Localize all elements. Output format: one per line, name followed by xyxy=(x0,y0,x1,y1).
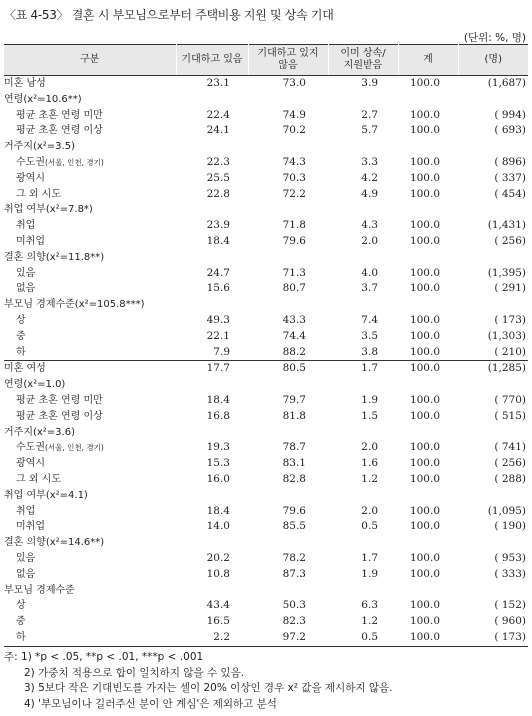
cell-v2: 71.3 xyxy=(282,266,306,279)
cell-v1: 16.8 xyxy=(206,409,230,422)
cell-v1: 17.7 xyxy=(176,361,248,377)
cell-v3: 2.0 xyxy=(361,234,378,247)
table-row xyxy=(4,76,528,92)
cell-v4: 100.0 xyxy=(409,520,440,533)
cell-v4: 100.0 xyxy=(409,441,440,454)
cell-v4: 100.0 xyxy=(409,108,440,121)
cell-v5: ( 741) xyxy=(494,441,526,454)
table-row xyxy=(4,281,528,297)
cell-v3: 4.2 xyxy=(361,171,378,184)
row-label: 미취업 xyxy=(16,235,45,247)
cell-v3 xyxy=(328,488,398,504)
table-row xyxy=(4,567,528,583)
cell-v1: 2.2 xyxy=(176,630,248,646)
row-label: 그 외 시도 xyxy=(16,473,61,485)
group-header-row xyxy=(4,583,528,599)
row-label: 미혼 남성 xyxy=(4,76,176,92)
cell-v5: (1,285) xyxy=(458,361,528,377)
cell-v2: 50.3 xyxy=(282,599,306,612)
cell-v4: 100.0 xyxy=(398,630,458,646)
cell-v1 xyxy=(176,488,248,504)
cell-v5: (1,303) xyxy=(487,329,526,342)
footnote-4: 4) '부모님이나 길러주신 분이 안 계심'은 제외하고 분석 xyxy=(24,697,277,710)
cell-v4: 100.0 xyxy=(409,266,440,279)
row-label: 부모님 경제수준 xyxy=(4,584,75,596)
group-header-row xyxy=(4,425,528,441)
table-header-row xyxy=(4,45,528,76)
cell-v5: ( 337) xyxy=(494,171,526,184)
cell-v2: 88.2 xyxy=(248,345,328,361)
cell-v3: 2.0 xyxy=(361,441,378,454)
cell-v2: 70.3 xyxy=(282,171,306,184)
cell-v3: 3.9 xyxy=(328,76,398,92)
cell-v4 xyxy=(398,297,458,313)
cell-v3: 6.3 xyxy=(361,599,378,612)
cell-v1: 49.3 xyxy=(206,313,230,326)
table-row xyxy=(4,313,528,329)
cell-v2: 70.2 xyxy=(282,124,306,137)
row-label: 부모님 경제수준(x²=105.8***) xyxy=(4,299,145,311)
cell-v4: 100.0 xyxy=(409,234,440,247)
cell-v5: ( 173) xyxy=(458,630,528,646)
row-label: 취업 xyxy=(16,220,36,232)
table-row xyxy=(4,440,528,456)
row-label: 상 xyxy=(16,600,26,612)
footnotes xyxy=(4,650,392,712)
cell-v1: 18.4 xyxy=(206,234,230,247)
cell-v2 xyxy=(248,202,328,218)
table-row xyxy=(4,234,528,250)
cell-v1: 23.9 xyxy=(206,219,230,232)
cell-v2 xyxy=(248,377,328,393)
cell-v5: ( 994) xyxy=(494,108,526,121)
cell-v2 xyxy=(248,488,328,504)
cell-v5 xyxy=(458,377,528,393)
cell-v3 xyxy=(328,535,398,551)
cell-v2 xyxy=(248,583,328,599)
row-label: 평균 초혼 연령 미만 xyxy=(16,109,103,121)
row-label: 거주지(x²=3.6) xyxy=(4,426,75,438)
cell-v2: 80.7 xyxy=(282,282,306,295)
cell-v5 xyxy=(458,488,528,504)
row-label: 있음 xyxy=(16,267,36,279)
cell-v3: 3.7 xyxy=(361,282,378,295)
cell-v4: 100.0 xyxy=(409,393,440,406)
cell-v3: 2.0 xyxy=(361,504,378,517)
row-label: 없음 xyxy=(16,283,36,295)
row-label: 미혼 여성 xyxy=(4,361,176,377)
cell-v1: 10.8 xyxy=(206,567,230,580)
cell-v5: (1,687) xyxy=(458,76,528,92)
cell-v4: 100.0 xyxy=(409,124,440,137)
table-row xyxy=(4,329,528,345)
cell-v3: 2.7 xyxy=(361,108,378,121)
table-row xyxy=(4,345,528,361)
header-category: 구분 xyxy=(4,45,176,76)
header-not-expect: 기대하고 있지 않음 xyxy=(248,45,328,76)
cell-v4: 100.0 xyxy=(398,345,458,361)
cell-v5 xyxy=(458,425,528,441)
cell-v5: ( 693) xyxy=(494,124,526,137)
cell-v3 xyxy=(328,92,398,108)
row-label: 취업 xyxy=(16,505,36,517)
row-label: 연령(x²=10.6**) xyxy=(4,93,82,105)
group-header-row xyxy=(4,535,528,551)
cell-v2: 74.3 xyxy=(282,155,306,168)
cell-v2: 80.5 xyxy=(248,361,328,377)
cell-v5: ( 173) xyxy=(494,313,526,326)
cell-v3: 4.3 xyxy=(361,219,378,232)
cell-v4 xyxy=(398,377,458,393)
row-label: 광역시 xyxy=(16,458,45,470)
cell-v4: 100.0 xyxy=(409,457,440,470)
cell-v5: (1,395) xyxy=(487,266,526,279)
row-label: 미취업 xyxy=(16,521,45,533)
cell-v2: 74.9 xyxy=(282,108,306,121)
row-label: 중 xyxy=(16,330,26,342)
table-row xyxy=(4,393,528,409)
table-row xyxy=(4,218,528,234)
cell-v3: 1.7 xyxy=(361,551,378,564)
table-row xyxy=(4,630,528,646)
cell-v5 xyxy=(458,250,528,266)
cell-v4: 100.0 xyxy=(409,599,440,612)
cell-v3 xyxy=(328,297,398,313)
header-count: (명) xyxy=(458,45,528,76)
row-label: 하 xyxy=(4,345,176,361)
footnote-2: 2) 가중치 적용으로 합이 일치하지 않을 수 있음. xyxy=(24,666,245,679)
cell-v2: 85.5 xyxy=(282,520,306,533)
cell-v1: 7.9 xyxy=(176,345,248,361)
cell-v5: ( 190) xyxy=(494,520,526,533)
cell-v4 xyxy=(398,535,458,551)
cell-v1: 22.1 xyxy=(206,329,230,342)
cell-v2: 82.3 xyxy=(282,615,306,628)
cell-v5 xyxy=(458,92,528,108)
cell-v5: ( 515) xyxy=(494,409,526,422)
cell-v5: (1,431) xyxy=(487,219,526,232)
cell-v5: ( 256) xyxy=(494,457,526,470)
table-title: 〈표 4-53〉 결혼 시 부모님으로부터 주택비용 지원 및 상속 기대 xyxy=(4,8,334,22)
table-row xyxy=(4,123,528,139)
row-label: 없음 xyxy=(16,568,36,580)
cell-v1 xyxy=(176,202,248,218)
table-row xyxy=(4,519,528,535)
cell-v4 xyxy=(398,139,458,155)
cell-v2 xyxy=(248,297,328,313)
cell-v2: 74.4 xyxy=(282,329,306,342)
table-row xyxy=(4,361,528,377)
table-row xyxy=(4,614,528,630)
cell-v4: 100.0 xyxy=(409,282,440,295)
cell-v3: 1.7 xyxy=(328,361,398,377)
table-row xyxy=(4,504,528,520)
cell-v3: 0.5 xyxy=(328,630,398,646)
cell-v2: 97.2 xyxy=(248,630,328,646)
cell-v4 xyxy=(398,250,458,266)
cell-v2: 83.1 xyxy=(282,457,306,470)
cell-v1: 16.0 xyxy=(206,472,230,485)
cell-v2 xyxy=(248,535,328,551)
cell-v1: 18.4 xyxy=(206,504,230,517)
row-label: 연령(x²=1.0) xyxy=(4,379,66,391)
cell-v1 xyxy=(176,250,248,266)
cell-v5: ( 454) xyxy=(494,187,526,200)
row-label: 평균 초혼 연령 이상 xyxy=(16,410,103,422)
group-header-row xyxy=(4,488,528,504)
cell-v3 xyxy=(328,583,398,599)
cell-v4 xyxy=(398,488,458,504)
cell-v1: 24.1 xyxy=(206,124,230,137)
cell-v5 xyxy=(458,583,528,599)
cell-v3: 5.7 xyxy=(361,124,378,137)
cell-v2: 43.3 xyxy=(282,313,306,326)
cell-v3: 1.2 xyxy=(361,615,378,628)
row-label: 취업 여부(x²=7.8*) xyxy=(4,204,93,216)
cell-v1 xyxy=(176,297,248,313)
row-label: 평균 초혼 연령 이상 xyxy=(16,125,103,137)
cell-v5 xyxy=(458,297,528,313)
cell-v1: 23.1 xyxy=(176,76,248,92)
cell-v5: ( 953) xyxy=(494,551,526,564)
cell-v1: 18.4 xyxy=(206,393,230,406)
cell-v1 xyxy=(176,583,248,599)
cell-v3: 1.9 xyxy=(361,567,378,580)
footnote-3: 3) 5보다 작은 기대빈도를 가지는 셀이 20% 이상인 경우 x² 값을 제시하지 않음. xyxy=(24,682,393,694)
cell-v1: 15.3 xyxy=(206,457,230,470)
cell-v4: 100.0 xyxy=(409,567,440,580)
cell-v4: 100.0 xyxy=(409,472,440,485)
group-header-row xyxy=(4,297,528,313)
cell-v2: 79.7 xyxy=(282,393,306,406)
cell-v1 xyxy=(176,425,248,441)
group-header-row xyxy=(4,139,528,155)
cell-v1: 14.0 xyxy=(206,520,230,533)
cell-v4: 100.0 xyxy=(409,551,440,564)
row-label: 상 xyxy=(16,314,26,326)
row-label: 있음 xyxy=(16,552,36,564)
group-header-row xyxy=(4,250,528,266)
cell-v3: 4.9 xyxy=(361,187,378,200)
cell-v5 xyxy=(458,139,528,155)
cell-v5: ( 288) xyxy=(494,472,526,485)
cell-v5: ( 256) xyxy=(494,234,526,247)
cell-v5 xyxy=(458,202,528,218)
cell-v1 xyxy=(176,535,248,551)
row-label: 결혼 의향(x²=14.6**) xyxy=(4,537,105,549)
cell-v2 xyxy=(248,425,328,441)
cell-v1: 16.5 xyxy=(206,615,230,628)
cell-v4: 100.0 xyxy=(409,171,440,184)
cell-v2 xyxy=(248,250,328,266)
cell-v4: 100.0 xyxy=(409,187,440,200)
cell-v4: 100.0 xyxy=(398,361,458,377)
cell-v4: 100.0 xyxy=(409,155,440,168)
cell-v3: 1.2 xyxy=(361,472,378,485)
cell-v1: 22.3 xyxy=(206,155,230,168)
cell-v3 xyxy=(328,250,398,266)
cell-v1: 22.4 xyxy=(206,108,230,121)
cell-v5: (1,095) xyxy=(487,504,526,517)
header-expect: 기대하고 있음 xyxy=(176,45,248,76)
cell-v2: 78.2 xyxy=(282,551,306,564)
table-row xyxy=(4,409,528,425)
cell-v1: 15.6 xyxy=(206,282,230,295)
cell-v3: 4.0 xyxy=(361,266,378,279)
cell-v3: 3.8 xyxy=(328,345,398,361)
cell-v5: ( 960) xyxy=(494,615,526,628)
cell-v4 xyxy=(398,92,458,108)
footnote-1: 주: 1) *p < .05, **p < .01, ***p < .001 xyxy=(4,651,204,663)
table-row xyxy=(4,187,528,203)
cell-v5 xyxy=(458,535,528,551)
table-row xyxy=(4,108,528,124)
cell-v3: 3.3 xyxy=(361,155,378,168)
cell-v4: 100.0 xyxy=(409,313,440,326)
cell-v4 xyxy=(398,425,458,441)
cell-v1: 19.3 xyxy=(206,441,230,454)
cell-v2 xyxy=(248,92,328,108)
group-header-row xyxy=(4,377,528,393)
cell-v2: 78.7 xyxy=(282,441,306,454)
cell-v4: 100.0 xyxy=(409,504,440,517)
cell-v3: 3.5 xyxy=(361,329,378,342)
row-label: 취업 여부(x²=4.1) xyxy=(4,489,88,501)
cell-v3: 0.5 xyxy=(361,520,378,533)
cell-v5: ( 333) xyxy=(494,567,526,580)
cell-v4: 100.0 xyxy=(409,615,440,628)
cell-v2: 81.8 xyxy=(282,409,306,422)
row-label-note: (서울, 인천, 경기) xyxy=(44,157,104,167)
table-row xyxy=(4,155,528,171)
cell-v4 xyxy=(398,583,458,599)
cell-v2 xyxy=(248,139,328,155)
cell-v4: 100.0 xyxy=(409,409,440,422)
cell-v1: 43.4 xyxy=(206,599,230,612)
row-label: 그 외 시도 xyxy=(16,188,61,200)
cell-v3 xyxy=(328,202,398,218)
row-label: 수도권(서울, 인천, 경기) xyxy=(16,442,104,454)
cell-v1 xyxy=(176,92,248,108)
cell-v1 xyxy=(176,139,248,155)
cell-v2: 79.6 xyxy=(282,234,306,247)
cell-v3: 1.5 xyxy=(361,409,378,422)
row-label-note: (서울, 인천, 경기) xyxy=(44,443,104,453)
cell-v5: ( 210) xyxy=(458,345,528,361)
cell-v5: ( 896) xyxy=(494,155,526,168)
cell-v4 xyxy=(398,202,458,218)
cell-v3: 7.4 xyxy=(361,313,378,326)
table-row xyxy=(4,598,528,614)
row-label: 거주지(x²=3.5) xyxy=(4,141,75,153)
table-row xyxy=(4,456,528,472)
unit-label: (단위: %, 명) xyxy=(463,32,526,44)
group-header-row xyxy=(4,202,528,218)
header-total: 계 xyxy=(398,45,458,76)
cell-v2: 87.3 xyxy=(282,567,306,580)
cell-v3: 1.9 xyxy=(361,393,378,406)
row-label: 평균 초혼 연령 미만 xyxy=(16,394,103,406)
data-table xyxy=(4,44,528,647)
row-label: 중 xyxy=(16,616,26,628)
cell-v1: 25.5 xyxy=(206,171,230,184)
cell-v3: 1.6 xyxy=(361,457,378,470)
row-label: 광역시 xyxy=(16,172,45,184)
cell-v5: ( 770) xyxy=(494,393,526,406)
table-row xyxy=(4,551,528,567)
table-row xyxy=(4,266,528,282)
cell-v5: ( 152) xyxy=(494,599,526,612)
cell-v3 xyxy=(328,139,398,155)
group-header-row xyxy=(4,92,528,108)
cell-v2: 71.8 xyxy=(282,219,306,232)
cell-v3 xyxy=(328,377,398,393)
cell-v1: 24.7 xyxy=(206,266,230,279)
table-row xyxy=(4,171,528,187)
cell-v4: 100.0 xyxy=(409,219,440,232)
cell-v5: ( 291) xyxy=(494,282,526,295)
cell-v2: 73.0 xyxy=(248,76,328,92)
row-label: 수도권(서울, 인천, 경기) xyxy=(16,156,104,168)
header-already-received: 이미 상속/ 지원받음 xyxy=(328,45,398,76)
cell-v2: 82.8 xyxy=(282,472,306,485)
cell-v2: 72.2 xyxy=(282,187,306,200)
table-row xyxy=(4,472,528,488)
cell-v1 xyxy=(176,377,248,393)
cell-v4: 100.0 xyxy=(398,76,458,92)
cell-v3 xyxy=(328,425,398,441)
row-label: 결혼 의향(x²=11.8**) xyxy=(4,251,105,263)
cell-v1: 22.8 xyxy=(206,187,230,200)
cell-v1: 20.2 xyxy=(206,551,230,564)
cell-v2: 79.6 xyxy=(282,504,306,517)
cell-v4: 100.0 xyxy=(409,329,440,342)
row-label: 하 xyxy=(4,630,176,646)
